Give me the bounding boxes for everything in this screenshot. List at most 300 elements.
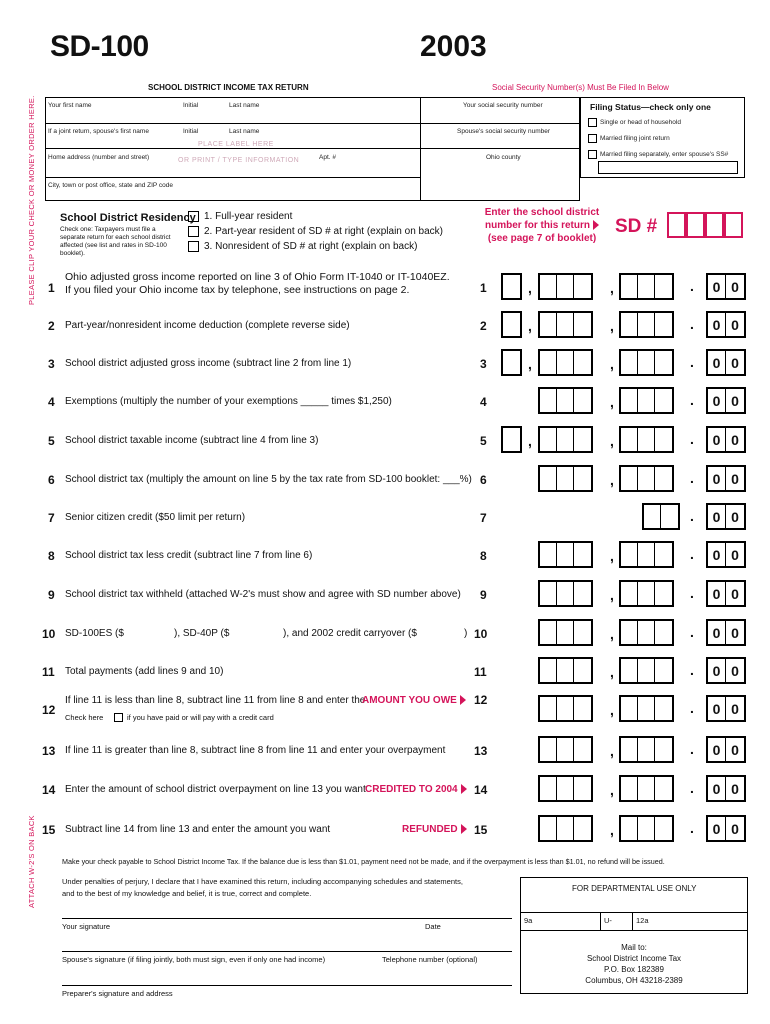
line-number-right: 13: [474, 744, 488, 758]
digit-cell[interactable]: [655, 621, 672, 644]
digit-cell[interactable]: [557, 659, 574, 682]
cents-group[interactable]: [706, 426, 746, 453]
digit-cell[interactable]: [621, 428, 638, 451]
digit-cell[interactable]: [638, 659, 655, 682]
digit-cell[interactable]: [655, 428, 672, 451]
line-text: If line 11 is greater than line 8, subtract line 8 from line 11 and enter your overpayment: [65, 745, 446, 756]
comma: ,: [528, 280, 532, 296]
millions-group[interactable]: [501, 273, 522, 300]
cents-group[interactable]: [706, 503, 746, 530]
line-number: 6: [48, 473, 55, 487]
hundreds-group[interactable]: [619, 736, 674, 763]
digit-cell[interactable]: [540, 582, 557, 605]
digit-cell[interactable]: [655, 738, 672, 761]
digit-cell[interactable]: [557, 313, 574, 336]
digit-cell[interactable]: [621, 389, 638, 412]
digit-cell[interactable]: [540, 313, 557, 336]
cents-group[interactable]: [706, 580, 746, 607]
thousands-group[interactable]: [538, 736, 593, 763]
cents-digit: 0: [708, 505, 726, 528]
spouse-ssn-field[interactable]: Spouse's social security number: [457, 128, 551, 135]
cents-group[interactable]: [706, 619, 746, 646]
digit-cell[interactable]: [661, 505, 678, 528]
digit-cell[interactable]: [621, 351, 638, 374]
digit-cell[interactable]: [540, 543, 557, 566]
line-text: Part-year/nonresident income deduction (complete reverse side): [65, 320, 350, 331]
digit-cell[interactable]: [557, 467, 574, 490]
digit-cell[interactable]: [540, 428, 557, 451]
digit-cell[interactable]: [621, 313, 638, 336]
residency-part-year-checkbox[interactable]: [188, 226, 199, 237]
city-state-zip-field[interactable]: City, town or post office, state and ZIP code: [48, 182, 174, 189]
thousands-group[interactable]: [538, 541, 593, 568]
cents-digit: 0: [731, 546, 739, 563]
cents-group[interactable]: [706, 465, 746, 492]
cents-group[interactable]: [706, 657, 746, 684]
digit-cell[interactable]: [621, 582, 638, 605]
cents-digit: 0: [708, 738, 726, 761]
perjury-statement-line-2: and to the best of my knowledge and belief, it is true, correct and complete.: [62, 889, 312, 898]
credit-card-label: if you have paid or will pay with a credit card: [127, 713, 274, 722]
cents-digit: 0: [708, 428, 726, 451]
label-hint-line-2: OR PRINT / TYPE INFORMATION: [178, 157, 300, 164]
line-text: School district adjusted gross income (subtract line 2 from line 1): [65, 358, 352, 369]
residency-nonresident-checkbox[interactable]: [188, 241, 199, 252]
payment-note: Make your check payable to School District Income Tax. If the balance due is less than $1.01, payment need not be made, and if the overpayment is less than $1.01, no refund will be issued.: [62, 857, 665, 866]
digit-cell[interactable]: [638, 313, 655, 336]
comma: ,: [610, 782, 614, 798]
residency-note: Check one: Taxpayers must file a separate return for each school district affected (see list and rates in SD-100 booklet).: [60, 226, 171, 257]
line-number: 7: [48, 511, 55, 525]
digit-cell[interactable]: [574, 389, 591, 412]
line-number: 9: [48, 588, 55, 602]
digit-cell[interactable]: [557, 697, 574, 720]
decimal-point: .: [690, 470, 694, 486]
digit-cell[interactable]: [655, 777, 672, 800]
cents-digit: 0: [731, 741, 739, 758]
cents-digit: 0: [708, 697, 726, 720]
line-number: 5: [48, 434, 55, 448]
cents-digit: 0: [708, 467, 726, 490]
line-number: 15: [42, 823, 56, 837]
line-number-right: 10: [474, 627, 488, 641]
digit-cell[interactable]: [503, 351, 520, 374]
line-number: 1: [48, 281, 55, 295]
line-number: 4: [48, 395, 55, 409]
residency-title: School District Residency: [60, 212, 196, 224]
digit-cell[interactable]: [574, 543, 591, 566]
comma: ,: [610, 394, 614, 410]
hundreds-group[interactable]: [619, 541, 674, 568]
form-year: 2003: [420, 30, 487, 63]
filing-joint-label: Married filing joint return: [600, 135, 670, 142]
digit-cell[interactable]: [557, 817, 574, 840]
decimal-point: .: [690, 316, 694, 332]
digit-cell[interactable]: [655, 543, 672, 566]
cents-digit: 0: [731, 508, 739, 525]
sd-digit-2[interactable]: [686, 212, 705, 238]
label-hint-line-1: PLACE LABEL HERE: [198, 141, 274, 148]
preparer-signature-field[interactable]: Preparer's signature and address: [62, 989, 173, 998]
digit-cell[interactable]: [574, 467, 591, 490]
comma: ,: [610, 702, 614, 718]
digit-cell[interactable]: [540, 697, 557, 720]
dept-field-12a: 12a: [636, 916, 649, 925]
digit-cell[interactable]: [557, 428, 574, 451]
digit-cell[interactable]: [655, 313, 672, 336]
line-10-text: SD-100ES ($: [65, 628, 124, 639]
cents-group[interactable]: [706, 311, 746, 338]
sd-digit-3[interactable]: [705, 212, 724, 238]
ssn-field[interactable]: Your social security number: [463, 102, 543, 109]
digit-cell[interactable]: [557, 738, 574, 761]
decimal-point: .: [690, 278, 694, 294]
cents-digit: 0: [731, 431, 739, 448]
digit-cell[interactable]: [621, 621, 638, 644]
line-number-right: 2: [480, 319, 487, 333]
arrow-right-icon: [461, 784, 467, 794]
residency-full-year-label: 1. Full-year resident: [204, 211, 293, 222]
credit-card-checkbox[interactable]: [114, 713, 123, 722]
cents-digit: 0: [708, 817, 726, 840]
decimal-point: .: [690, 354, 694, 370]
cents-digit: 0: [731, 392, 739, 409]
thousands-group[interactable]: [538, 273, 593, 300]
attach-w2-notice: ATTACH W-2'S ON BACK: [27, 815, 36, 908]
decimal-point: .: [690, 546, 694, 562]
hundreds-group[interactable]: [619, 465, 674, 492]
hundreds-group[interactable]: [619, 657, 674, 684]
hundreds-group[interactable]: [619, 619, 674, 646]
hundreds-group[interactable]: [619, 695, 674, 722]
check-here-label: Check here: [65, 713, 104, 722]
digit-cell[interactable]: [540, 738, 557, 761]
line-10-text: ), SD-40P ($: [174, 628, 230, 639]
initial-field[interactable]: Initial: [183, 102, 199, 109]
last-name-field[interactable]: Last name: [229, 102, 260, 109]
digit-cell[interactable]: [557, 275, 574, 298]
comma: ,: [610, 472, 614, 488]
comma: ,: [610, 664, 614, 680]
line-text: Total payments (add lines 9 and 10): [65, 666, 224, 677]
cents-digit: 0: [731, 820, 739, 837]
spouse-last-name-field[interactable]: Last name: [229, 128, 260, 135]
cents-digit: 0: [708, 389, 726, 412]
decimal-point: .: [690, 741, 694, 757]
line-number-right: 9: [480, 588, 487, 602]
decimal-point: .: [690, 780, 694, 796]
digit-cell[interactable]: [574, 659, 591, 682]
cents-group[interactable]: [706, 815, 746, 842]
line-number: 10: [42, 627, 56, 641]
line-text: Senior citizen credit ($50 limit per return): [65, 512, 246, 523]
cents-digit: 0: [731, 470, 739, 487]
digit-cell[interactable]: [621, 467, 638, 490]
filing-separate-label: Married filing separately, enter spouse's SS#: [600, 151, 729, 158]
cents-digit: 0: [708, 351, 726, 374]
spouse-first-name-field[interactable]: If a joint return, spouse's first name: [48, 128, 149, 135]
cents-digit: 0: [708, 543, 726, 566]
cents-digit: 0: [731, 585, 739, 602]
digit-cell[interactable]: [638, 777, 655, 800]
digit-cell[interactable]: [621, 697, 638, 720]
line-number-right: 5: [480, 434, 487, 448]
cents-digit: 0: [708, 777, 726, 800]
comma: ,: [610, 318, 614, 334]
hundreds-group[interactable]: [619, 273, 674, 300]
digit-cell[interactable]: [574, 621, 591, 644]
clip-check-notice: PLEASE CLIP YOUR CHECK OR MONEY ORDER HERE.: [27, 95, 36, 305]
line-number: 2: [48, 319, 55, 333]
line-text: School district tax less credit (subtract line 7 from line 6): [65, 550, 313, 561]
thousands-group[interactable]: [538, 349, 593, 376]
hundreds-group[interactable]: [619, 349, 674, 376]
comma: ,: [610, 280, 614, 296]
digit-cell[interactable]: [574, 351, 591, 374]
filing-single-label: Single or head of household: [600, 119, 681, 126]
line-number-right: 15: [474, 823, 488, 837]
cents-digit: 0: [731, 780, 739, 797]
digit-cell[interactable]: [503, 313, 520, 336]
line-tag: REFUNDED: [402, 824, 467, 835]
digit-cell[interactable]: [655, 351, 672, 374]
hundreds-group[interactable]: [619, 387, 674, 414]
digit-cell[interactable]: [540, 351, 557, 374]
digit-cell[interactable]: [638, 817, 655, 840]
line-number: 8: [48, 549, 55, 563]
comma: ,: [610, 587, 614, 603]
filing-status-title: Filing Status—check only one: [590, 102, 711, 112]
digit-cell[interactable]: [638, 428, 655, 451]
digit-cell[interactable]: [638, 389, 655, 412]
hundreds-group[interactable]: [619, 426, 674, 453]
digit-cell[interactable]: [638, 351, 655, 374]
dept-field-9a: 9a: [524, 916, 533, 925]
hundreds-group[interactable]: [619, 775, 674, 802]
thousands-group[interactable]: [538, 695, 593, 722]
digit-cell[interactable]: [644, 505, 661, 528]
residency-nonresident-label: 3. Nonresident of SD # at right (explain on back): [204, 241, 418, 252]
cents-group[interactable]: [706, 541, 746, 568]
comma: ,: [610, 433, 614, 449]
thousands-group[interactable]: [538, 311, 593, 338]
line-text: Exemptions (multiply the number of your exemptions _____ times $1,250): [65, 396, 392, 407]
digit-cell[interactable]: [655, 817, 672, 840]
filing-single-checkbox[interactable]: [588, 118, 597, 127]
thousands-group[interactable]: [538, 815, 593, 842]
digit-cell[interactable]: [638, 621, 655, 644]
first-name-field[interactable]: Your first name: [48, 102, 92, 109]
line-number: 3: [48, 357, 55, 371]
digit-cell[interactable]: [655, 467, 672, 490]
line-text: Ohio adjusted gross income reported on line 3 of Ohio Form IT-1040 or IT-1040EZ.: [65, 271, 450, 283]
sd-number-note: Enter the school district number for this return (see page 7 of booklet): [484, 207, 600, 244]
decimal-point: .: [690, 508, 694, 524]
mailing-address: Mail to: School District Income Tax P.O. Box 182389 Columbus, OH 43218-2389: [585, 943, 683, 985]
cents-digit: 0: [731, 624, 739, 641]
telephone-field[interactable]: Telephone number (optional): [382, 955, 478, 964]
digit-cell[interactable]: [621, 738, 638, 761]
decimal-point: .: [690, 820, 694, 836]
line-text: Subtract line 14 from line 13 and enter the amount you want: [65, 824, 331, 835]
cents-digit: 0: [731, 662, 739, 679]
line-number: 14: [42, 783, 56, 797]
digit-cell[interactable]: [638, 738, 655, 761]
hundreds-group[interactable]: [619, 311, 674, 338]
digit-cell[interactable]: [574, 817, 591, 840]
thousands-group[interactable]: [538, 619, 593, 646]
form-subtitle: SCHOOL DISTRICT INCOME TAX RETURN: [148, 83, 309, 92]
line-text: School district tax withheld (attached W-2's must show and agree with SD number above): [65, 589, 461, 600]
dept-field-u: U-: [604, 916, 612, 925]
filing-joint-checkbox[interactable]: [588, 134, 597, 143]
cents-group[interactable]: [706, 695, 746, 722]
hundreds-group[interactable]: [619, 815, 674, 842]
residency-full-year-checkbox[interactable]: [188, 211, 199, 222]
cents-digit: 0: [731, 278, 739, 295]
spouse-ssn-input[interactable]: [598, 161, 738, 174]
decimal-point: .: [690, 585, 694, 601]
comma: ,: [528, 318, 532, 334]
digit-cell[interactable]: [655, 697, 672, 720]
line-10-text: ): [464, 628, 468, 639]
digit-cell[interactable]: [574, 738, 591, 761]
digit-cell[interactable]: [574, 313, 591, 336]
digit-cell[interactable]: [638, 582, 655, 605]
line-text: Enter the amount of school district overpayment on line 13 you want: [65, 784, 366, 795]
line-number: 12: [42, 703, 56, 717]
digit-cell[interactable]: [621, 543, 638, 566]
digit-cell[interactable]: [574, 582, 591, 605]
digit-cell[interactable]: [621, 777, 638, 800]
digit-cell[interactable]: [574, 697, 591, 720]
digit-cell[interactable]: [540, 659, 557, 682]
digit-cell[interactable]: [638, 467, 655, 490]
line-text-2: If you filed your Ohio income tax by telephone, see instructions on page 2.: [65, 284, 410, 296]
decimal-point: .: [690, 662, 694, 678]
cents-group[interactable]: [706, 273, 746, 300]
cents-digit: 0: [731, 354, 739, 371]
cents-digit: 0: [708, 313, 726, 336]
digit-cell[interactable]: [557, 582, 574, 605]
digit-cell[interactable]: [503, 275, 520, 298]
digit-cell[interactable]: [557, 621, 574, 644]
digit-cell[interactable]: [655, 582, 672, 605]
date-field[interactable]: Date: [425, 922, 441, 931]
digit-cell[interactable]: [557, 777, 574, 800]
decimal-point: .: [690, 431, 694, 447]
digit-cell[interactable]: [503, 428, 520, 451]
your-signature-field[interactable]: Your signature: [62, 922, 111, 931]
thousands-group[interactable]: [538, 657, 593, 684]
digit-cell[interactable]: [540, 777, 557, 800]
decimal-point: .: [690, 700, 694, 716]
county-field[interactable]: Ohio county: [486, 154, 521, 161]
home-address-field[interactable]: Home address (number and street): [48, 154, 150, 161]
apt-field[interactable]: Apt. #: [319, 154, 336, 161]
cents-group[interactable]: [706, 775, 746, 802]
digit-cell[interactable]: [621, 275, 638, 298]
digit-cell[interactable]: [540, 621, 557, 644]
cents-group[interactable]: [706, 736, 746, 763]
ssn-notice: Social Security Number(s) Must Be Filed In Below: [492, 83, 669, 92]
thousands-group[interactable]: [538, 426, 593, 453]
digit-cell[interactable]: [638, 697, 655, 720]
digit-cell[interactable]: [574, 777, 591, 800]
comma: ,: [610, 626, 614, 642]
digit-cell[interactable]: [621, 659, 638, 682]
cents-digit: 0: [708, 621, 726, 644]
millions-group[interactable]: [501, 311, 522, 338]
digit-cell[interactable]: [540, 817, 557, 840]
sd-digit-1[interactable]: [667, 212, 686, 238]
digit-cell[interactable]: [655, 275, 672, 298]
cents-digit: 0: [708, 582, 726, 605]
hundreds-group[interactable]: [619, 580, 674, 607]
line-10-text: ), and 2002 credit carryover ($: [283, 628, 417, 639]
line-text: If line 11 is less than line 8, subtract line 11 from line 8 and enter the: [65, 695, 366, 706]
digit-cell[interactable]: [655, 659, 672, 682]
digit-cell[interactable]: [540, 275, 557, 298]
line-tag: AMOUNT YOU OWE: [362, 695, 466, 706]
decimal-point: .: [690, 624, 694, 640]
digit-cell[interactable]: [638, 543, 655, 566]
digit-cell[interactable]: [557, 543, 574, 566]
digit-cell[interactable]: [540, 389, 557, 412]
cents-digit: 0: [731, 700, 739, 717]
line-number-right: 8: [480, 549, 487, 563]
digit-cell[interactable]: [621, 817, 638, 840]
digit-cell[interactable]: [557, 389, 574, 412]
sd-digit-4[interactable]: [724, 212, 743, 238]
comma: ,: [610, 548, 614, 564]
arrow-right-icon: [593, 220, 599, 230]
arrow-right-icon: [460, 695, 466, 705]
millions-group[interactable]: [501, 426, 522, 453]
decimal-point: .: [690, 392, 694, 408]
spouse-signature-field[interactable]: Spouse's signature (if filing jointly, both must sign, even if only one had income): [62, 955, 326, 964]
spouse-initial-field[interactable]: Initial: [183, 128, 199, 135]
thousands-group[interactable]: [538, 580, 593, 607]
digit-cell[interactable]: [574, 275, 591, 298]
comma: ,: [610, 356, 614, 372]
digit-cell[interactable]: [638, 275, 655, 298]
residency-part-year-label: 2. Part-year resident of SD # at right (explain on back): [204, 226, 444, 237]
thousands-group[interactable]: [538, 387, 593, 414]
departmental-use-title: FOR DEPARTMENTAL USE ONLY: [572, 884, 697, 893]
cents-group[interactable]: [706, 349, 746, 376]
form-title: SD-100: [50, 30, 149, 63]
digit-cell[interactable]: [574, 428, 591, 451]
digit-cell[interactable]: [557, 351, 574, 374]
filing-separate-checkbox[interactable]: [588, 150, 597, 159]
comma: ,: [528, 433, 532, 449]
cents-group[interactable]: [706, 387, 746, 414]
line-number-right: 14: [474, 783, 488, 797]
line-number-right: 6: [480, 473, 487, 487]
line-number-right: 12: [474, 693, 488, 707]
millions-group[interactable]: [501, 349, 522, 376]
comma: ,: [528, 356, 532, 372]
cents-digit: 0: [708, 275, 726, 298]
thousands-group[interactable]: [538, 775, 593, 802]
comma: ,: [610, 822, 614, 838]
digit-cell[interactable]: [655, 389, 672, 412]
line-number: 13: [42, 744, 56, 758]
hundreds-group[interactable]: [642, 503, 680, 530]
thousands-group[interactable]: [538, 465, 593, 492]
digit-cell[interactable]: [540, 467, 557, 490]
